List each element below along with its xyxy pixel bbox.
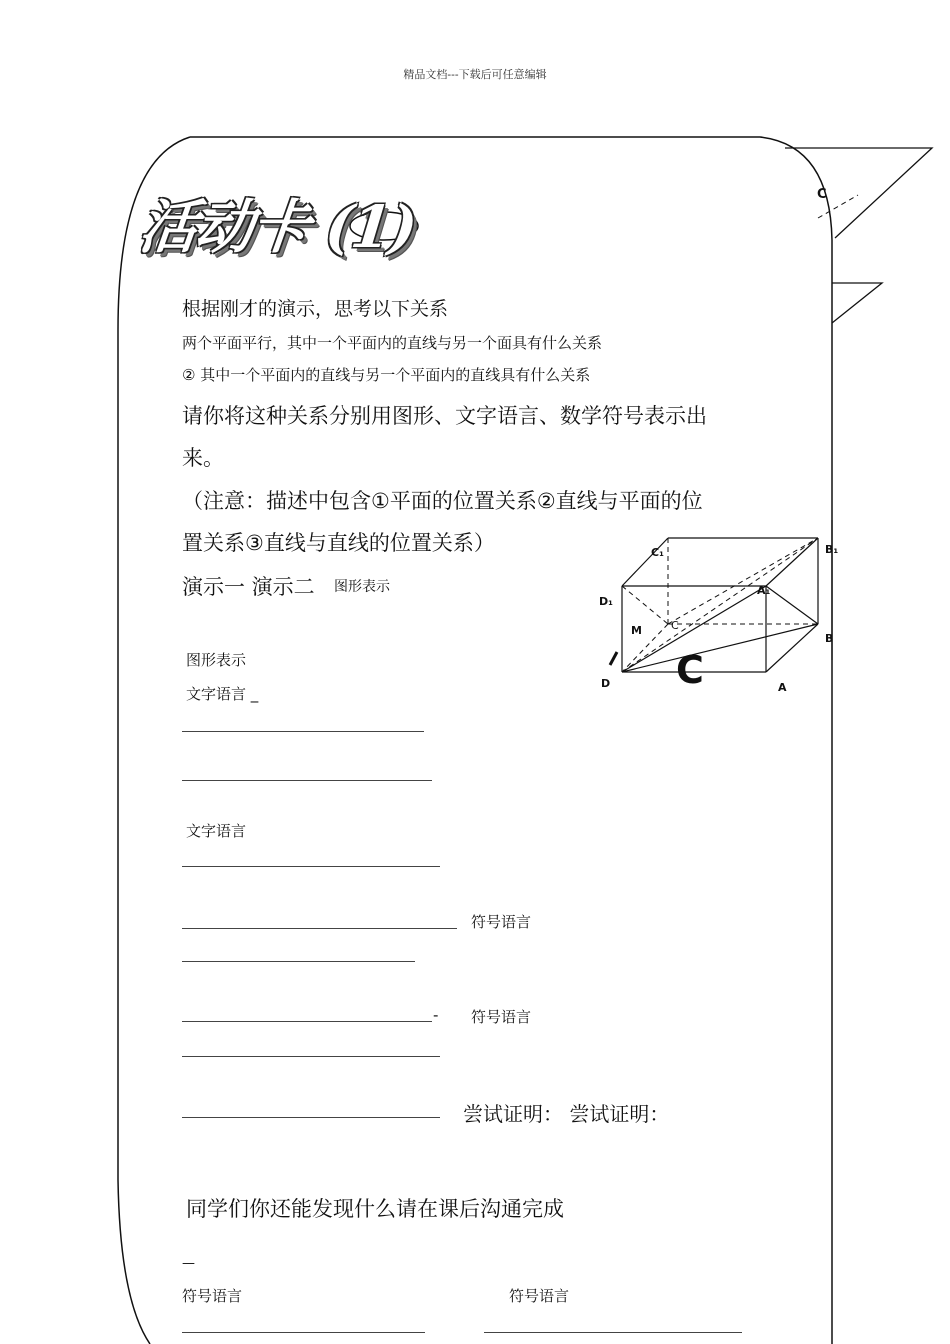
question-1: 两个平面平行，其中一个平面内的直线与另一个面具有什么关系 — [182, 334, 603, 352]
closing-text: 同学们你还能发现什么请在课后沟通完成 — [186, 1197, 564, 1221]
intro-text: 根据刚才的演示，思考以下关系 — [182, 298, 449, 320]
dash-mark: - — [433, 1006, 439, 1024]
symbol-language-label-1: 符号语言 — [471, 913, 532, 931]
task-line-2: 来。 — [182, 446, 224, 470]
label-big-c: C — [676, 648, 704, 692]
label-c: C — [671, 619, 679, 632]
answer-line-5 — [182, 961, 415, 962]
answer-line-6 — [182, 1021, 432, 1022]
label-a1: A₁ — [757, 584, 771, 597]
symbol-language-label-2: 符号语言 — [471, 1008, 532, 1026]
label-d: D — [601, 677, 611, 690]
note-line-1: （注意：描述中包含①平面的位置关系②直线与平面的位 — [182, 489, 703, 513]
answer-line-4 — [182, 928, 457, 929]
corner-label-c: C — [817, 187, 827, 202]
answer-line-2 — [182, 780, 432, 781]
graphic-label-inline: 图形表示 — [334, 579, 390, 595]
label-c1: C₁ — [651, 546, 664, 559]
diag-db — [622, 624, 818, 672]
text-language-label-1: 文字语言 _ — [186, 685, 259, 703]
answer-line-7 — [182, 1056, 440, 1057]
card-title: 活动卡 (1) — [135, 193, 419, 261]
question-2: ② 其中一个平面内的直线与另一个平面内的直线具有什么关系 — [182, 366, 591, 384]
answer-line-10 — [484, 1332, 742, 1333]
label-m: M — [631, 624, 642, 637]
symbol-language-label-4: 符号语言 — [509, 1287, 570, 1305]
demo-label: 演示一 演示二 — [182, 575, 315, 599]
answer-line-8 — [182, 1117, 440, 1118]
tick-mark — [610, 652, 617, 665]
label-b: B — [825, 632, 834, 645]
task-line-1: 请你将这种关系分别用图形、文字语言、数学符号表示出 — [182, 404, 707, 428]
hidden-d1c — [622, 586, 668, 624]
diag-a1b — [766, 586, 818, 624]
symbol-language-label-3: 符号语言 — [182, 1287, 243, 1305]
edge-ab — [766, 624, 818, 672]
label-d1: D₁ — [599, 595, 613, 608]
answer-line-3 — [182, 866, 440, 867]
note-line-2: 置关系③直线与直线的位置关系） — [182, 531, 495, 555]
text-language-label-2: 文字语言 — [186, 822, 247, 840]
short-dash: — — [182, 1256, 195, 1271]
graphic-label: 图形表示 — [186, 651, 247, 669]
header-watermark: 精品文档---下载后可任意编辑 — [403, 68, 547, 81]
answer-line-1 — [182, 731, 424, 732]
proof-prompt: 尝试证明： 尝试证明： — [463, 1102, 670, 1126]
label-a: A — [778, 681, 787, 694]
hidden-cb1 — [668, 538, 818, 624]
label-b1: B₁ — [825, 543, 839, 556]
answer-line-9 — [182, 1332, 425, 1333]
edge-b1a1 — [766, 538, 818, 586]
